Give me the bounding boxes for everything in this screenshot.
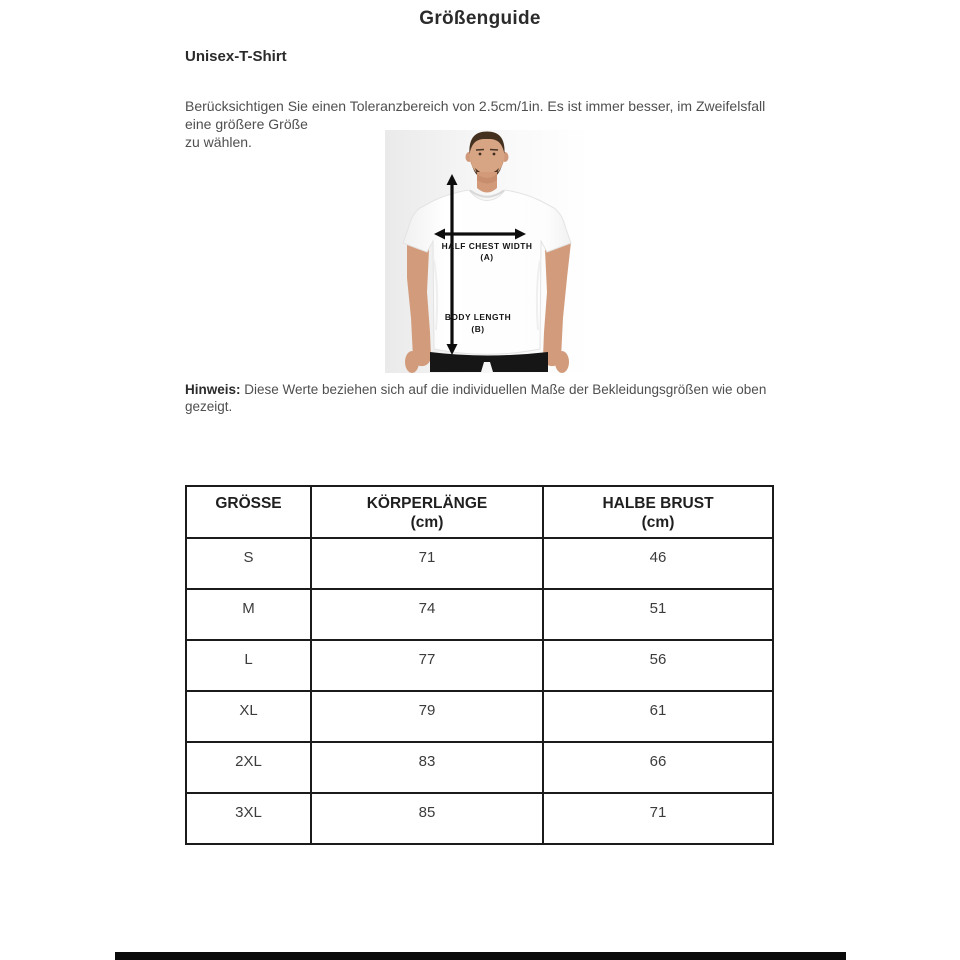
- table-row: [186, 640, 773, 691]
- table-row: [186, 793, 773, 844]
- tolerance-note-line1: Berücksichtigen Sie einen Toleranzbereich von 2.5cm/1in. Es ist immer besser, im Zweifelsfall eine größere Größe: [185, 98, 766, 132]
- size-cell: M: [186, 589, 311, 640]
- man-measurement-photo: [385, 130, 715, 376]
- hint-note: [185, 381, 785, 415]
- chest-width-label: HALF CHEST WIDTH: [441, 241, 533, 251]
- body-length-cell: 71: [311, 538, 543, 589]
- footer-bar: [115, 952, 846, 960]
- table-row: [186, 589, 773, 640]
- hint-label: Hinweis:: [185, 382, 241, 397]
- half-chest-cell: 46: [543, 538, 773, 589]
- size-table: [185, 485, 774, 845]
- tolerance-note-line2: zu wählen.: [185, 134, 252, 150]
- body-length-cell: 77: [311, 640, 543, 691]
- size-cell: XL: [186, 691, 311, 742]
- half-chest-cell: 56: [543, 640, 773, 691]
- body-length-cell: 79: [311, 691, 543, 742]
- size-cell: L: [186, 640, 311, 691]
- size-cell: 2XL: [186, 742, 311, 793]
- table-row: [186, 538, 773, 589]
- body-length-cell: 85: [311, 793, 543, 844]
- chest-width-key: (A): [480, 252, 494, 262]
- table-row: [186, 691, 773, 742]
- half-chest-cell: 66: [543, 742, 773, 793]
- size-diagram-figure: [385, 130, 715, 376]
- size-cell: S: [186, 538, 311, 589]
- column-header-half-chest-unit: (cm): [641, 514, 675, 531]
- size-cell: 3XL: [186, 793, 311, 844]
- column-header-half-chest: [543, 486, 773, 538]
- half-chest-cell: 61: [543, 691, 773, 742]
- column-header-body-length-label: KÖRPERLÄNGE: [366, 495, 488, 512]
- column-header-body-length-unit: (cm): [410, 514, 444, 531]
- column-header-size-label: GRÖSSE: [215, 495, 282, 512]
- column-header-half-chest-label: HALBE BRUST: [602, 495, 714, 512]
- table-row: [186, 742, 773, 793]
- body-length-cell: 83: [311, 742, 543, 793]
- product-name: Unisex-T-Shirt: [185, 48, 287, 65]
- body-length-label: BODY LENGTH: [444, 312, 512, 322]
- page-title: Größenguide: [419, 8, 541, 29]
- size-table-header-row: [186, 486, 773, 538]
- column-header-size: [186, 486, 311, 538]
- body-length-key: (B): [471, 324, 485, 334]
- half-chest-cell: 71: [543, 793, 773, 844]
- half-chest-cell: 51: [543, 589, 773, 640]
- body-length-cell: 74: [311, 589, 543, 640]
- column-header-body-length: [311, 486, 543, 538]
- hint-text: Diese Werte beziehen sich auf die individuellen Maße der Bekleidungsgrößen wie oben gezeigt.: [185, 382, 767, 414]
